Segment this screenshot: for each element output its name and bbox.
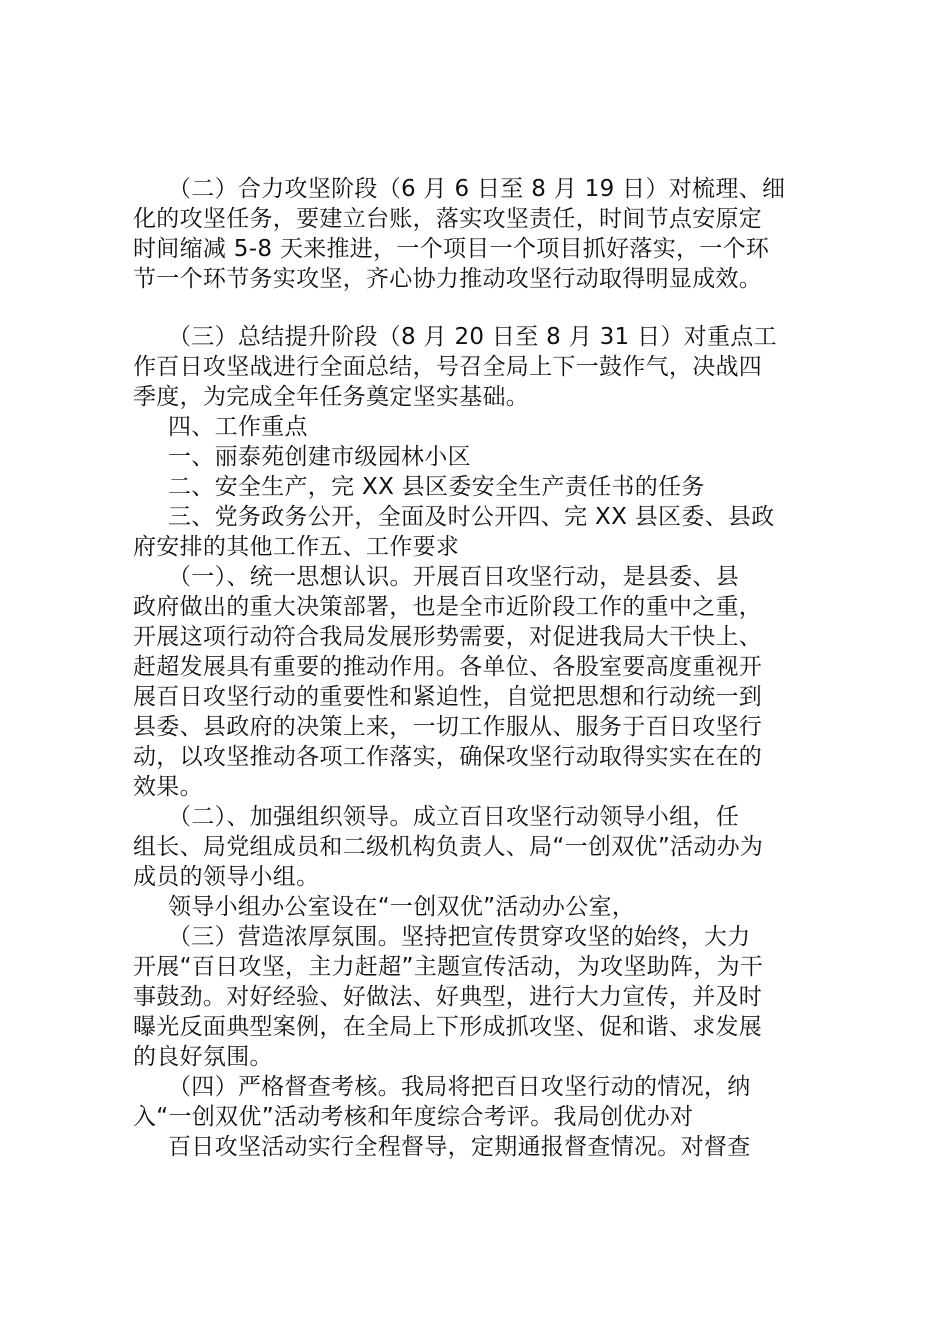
text-line: 政府做出的重大决策部署，也是全市近阶段工作的重中之重， [133,594,763,620]
text-line: 效果。 [133,774,203,800]
paragraph-office: 领导小组办公室设在“一创双优”活动办公室， [168,894,636,920]
text-line: 赶超发展具有重要的推动作用。各单位、各股室要高度重视开 [133,654,763,680]
section-heading-focus: 四、工作重点 [168,414,308,440]
paragraph-stage3 [133,322,833,412]
text-line: 节一个环节务实攻坚，齐心协力推动攻坚行动取得明显成效。 [133,266,763,292]
paragraph-req4 [133,1072,833,1132]
text-line: 府安排的其他工作五、工作要求 [133,534,460,560]
text-line: （三）总结提升阶段（8 月 20 日至 8 月 31 日）对重点工 [168,324,777,350]
text-line: 开展“百日攻坚，主力赶超”主题宣传活动，为攻坚助阵，为干 [133,954,764,980]
paragraph-last-line: 百日攻坚活动实行全程督导，定期通报督查情况。对督查 [168,1134,751,1160]
text-line: 成员的领导小组。 [133,864,320,890]
text-line: 组长、局党组成员和二级机构负责人、局“一创双优”活动办为 [133,834,764,860]
paragraph-req1 [133,562,833,802]
text-line: （四）严格督查考核。我局将把百日攻坚行动的情况，纳 [168,1074,751,1100]
paragraph-stage2 [133,174,833,294]
text-line: 作百日攻坚战进行全面总结，号召全局上下一鼓作气，决战四 [133,354,763,380]
focus-item-3 [133,502,833,562]
text-line: （二）、加强组织领导。成立百日攻坚行动领导小组，任 [168,804,739,830]
text-line: 化的攻坚任务，要建立台账，落实攻坚责任，时间节点安原定 [133,206,763,232]
text-line: 事鼓劲。对好经验、好做法、好典型，进行大力宣传，并及时 [133,984,763,1010]
document-body [133,174,833,1162]
text-line: （二）合力攻坚阶段（6 月 6 日至 8 月 19 日）对梳理、细 [168,176,786,202]
text-line: （一）、统一思想认识。开展百日攻坚行动，是县委、县 [168,564,739,590]
paragraph-req2 [133,802,833,892]
text-line: 的良好氛围。 [133,1044,273,1070]
text-line: 开展这项行动符合我局发展形势需要，对促进我局大干快上、 [133,624,763,650]
text-line: 时间缩减 5-8 天来推进，一个项目一个项目抓好落实，一个环 [133,236,770,262]
focus-item-1: 一、丽泰苑创建市级园林小区 [168,444,471,470]
text-line: 曝光反面典型案例，在全局上下形成抓攻坚、促和谐、求发展 [133,1014,763,1040]
paragraph-req3 [133,922,833,1072]
text-line: 县委、县政府的决策上来，一切工作服从、服务于百日攻坚行 [133,714,763,740]
paragraph-gap [133,294,833,322]
text-line: 展百日攻坚行动的重要性和紧迫性，自觉把思想和行动统一到 [133,684,763,710]
text-line: 季度，为完成全年任务奠定坚实基础。 [133,384,530,410]
text-line: 入“一创双优”活动考核和年度综合考评。我局创优办对 [133,1104,694,1130]
focus-item-2: 二、安全生产，完 XX 县区委安全生产责任书的任务 [168,474,705,500]
text-line: 三、党务政务公开，全面及时公开四、完 XX 县区委、县政 [168,504,775,530]
text-line: 动，以攻坚推动各项工作落实，确保攻坚行动取得实实在在的 [133,744,763,770]
text-line: （三）营造浓厚氛围。坚持把宣传贯穿攻坚的始终，大力 [168,924,751,950]
